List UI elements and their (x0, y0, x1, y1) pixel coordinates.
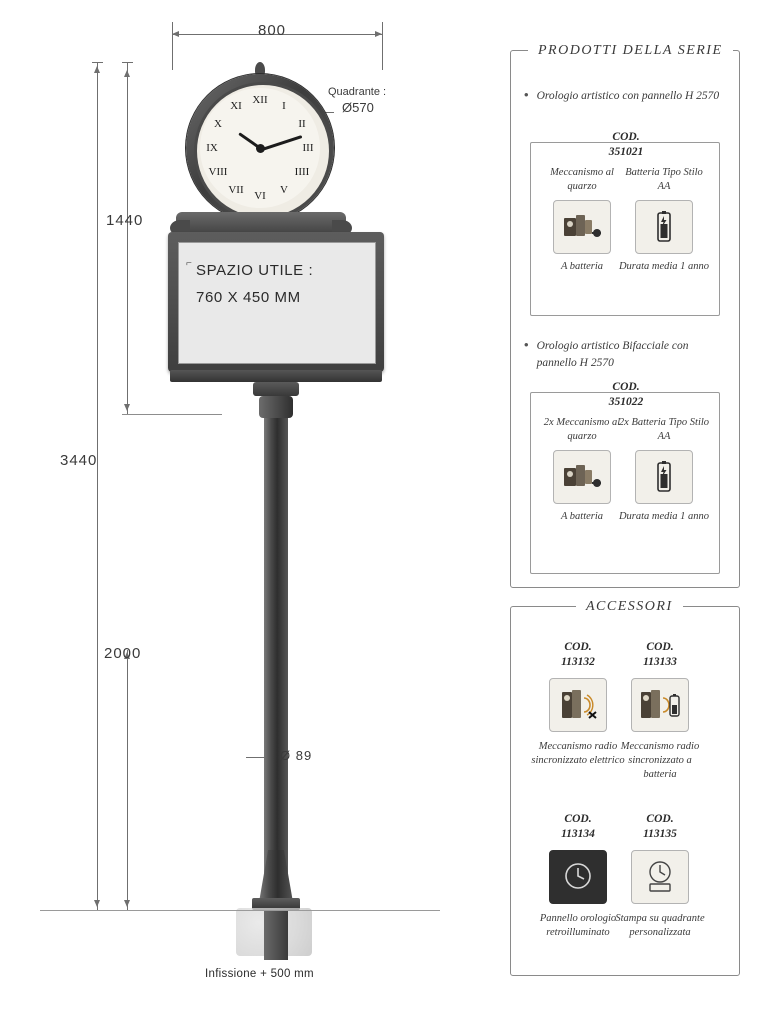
custom-dial-print-icon (631, 850, 689, 904)
dim-height-3440: 3440 (60, 452, 98, 469)
accessory-1-caption: Meccanismo radio sincronizzato elettrico (531, 740, 625, 767)
clock-dial (200, 88, 320, 208)
product-1-cell-battery (618, 166, 710, 275)
dim-arrow-left (172, 31, 179, 37)
dim-arrow-pole-down (124, 900, 130, 907)
backlit-panel-glyph (558, 859, 598, 895)
product-2-battery-label: 2x Batteria Tipo Stilo AA (618, 417, 710, 443)
backlit-panel-icon (549, 850, 607, 904)
numeral-5: V (280, 184, 288, 196)
accessory-2-cod-label: COD. (646, 641, 674, 653)
dim-height-2000: 2000 (104, 645, 142, 662)
dim-leader-mid (122, 414, 222, 415)
products-panel-title: PRODOTTI DELLA SERIE (528, 43, 733, 59)
numeral-12: XII (252, 94, 268, 106)
product-1-movement-power: A batteria (560, 261, 604, 273)
radio-movement-electric-icon (549, 678, 607, 732)
dim-height-1440: 1440 (106, 212, 144, 229)
numeral-1: I (282, 100, 286, 112)
dim-width-800: 800 (258, 22, 287, 39)
hand-center-cap (256, 144, 265, 153)
product-2-description: Orologio artistico Bifacciale con pannello H 2570 (536, 340, 689, 369)
battery-icon (635, 200, 693, 254)
numeral-4: IIII (294, 166, 310, 178)
product-1-movement-label: Meccanismo al quarzo (550, 167, 614, 193)
panel-corner-marker: ⌐ (186, 258, 192, 269)
product-1-battery-life: Durata media 1 anno (618, 261, 710, 273)
accessory-3-caption: Pannello orologio retroilluminato (539, 912, 617, 939)
panel-base-moulding (170, 370, 382, 382)
product-2-movement-power: A batteria (560, 511, 604, 523)
accessories-panel-title: ACCESSORI (576, 599, 683, 615)
product-1-battery-label: Batteria Tipo Stilo AA (625, 167, 703, 193)
dim-arrow-upper-down (124, 404, 130, 411)
accessory-2-cod (612, 640, 708, 670)
dim-line-upper (127, 62, 128, 414)
ground-line (40, 910, 440, 911)
dim-line-pole (127, 650, 128, 910)
accessory-3-cod-label: COD. (564, 813, 592, 825)
accessory-2-cod-value: 113133 (643, 655, 677, 668)
clock-head (186, 62, 336, 227)
dial-note-value: Ø570 (342, 100, 374, 115)
minute-hand (260, 135, 303, 151)
numeral-3: III (302, 142, 314, 154)
battery-icon (635, 450, 693, 504)
numeral-9: IX (206, 142, 218, 154)
dim-arrow-upper-up (124, 70, 130, 77)
numeral-2: II (298, 118, 306, 130)
radio-movement-battery-glyph (637, 688, 683, 722)
numeral-10: X (214, 118, 222, 130)
dim-arrow-right (375, 31, 382, 37)
numeral-8: VIII (208, 166, 228, 178)
battery-glyph (654, 210, 674, 244)
dim-pole-diameter: Ø 89 (280, 748, 313, 763)
pole-shaft (264, 418, 288, 908)
pole-diameter-leader (246, 757, 266, 758)
accessory-4-cod (612, 812, 708, 842)
custom-dial-print-glyph (640, 858, 680, 896)
accessory-item-4 (612, 812, 708, 940)
accessory-2-caption: Meccanismo radio sincronizzato a batteria (620, 740, 700, 781)
dim-tick-top2 (122, 62, 133, 63)
product-2-cell-battery (618, 416, 710, 525)
accessory-4-cod-value: 113135 (643, 827, 677, 840)
battery-glyph (654, 460, 674, 494)
dial-note-label: Quadrante : (328, 86, 387, 98)
accessory-item-2 (612, 640, 708, 782)
dim-extension-left (172, 22, 173, 70)
quartz-movement-icon (553, 200, 611, 254)
product-item-2 (524, 338, 720, 371)
product-2-movement-label: 2x Meccanismo al quarzo (543, 417, 621, 443)
accessory-1-cod-label: COD. (564, 641, 592, 653)
usable-space-annotation (196, 262, 396, 306)
numeral-11: XI (230, 100, 242, 112)
buried-pole-section (264, 910, 288, 960)
product-item-1 (524, 88, 720, 105)
quartz-movement-glyph (561, 212, 603, 242)
product-2-battery-life: Durata media 1 anno (618, 511, 710, 523)
accessory-4-cod-label: COD. (646, 813, 674, 825)
accessory-1-cod-value: 113132 (561, 655, 595, 668)
pole-collar-lower (259, 396, 293, 418)
numeral-7: VII (228, 184, 244, 196)
product-1-cod-value: 351021 (608, 145, 644, 158)
product-2-cell-movement (536, 416, 628, 525)
accessory-3-cod-value: 113134 (561, 827, 595, 840)
product-2-cod-label: COD. (612, 381, 640, 393)
accessory-4-caption: Stampa su quadrante personalizzata (615, 912, 705, 939)
dim-extension-right (382, 22, 383, 70)
product-1-description: Orologio artistico con pannello H 2570 (536, 90, 720, 102)
dim-line-total (97, 62, 98, 910)
foundation-note: Infissione + 500 mm (205, 968, 314, 980)
dim-tick-top (92, 62, 103, 63)
usable-space-label: SPAZIO UTILE : (196, 262, 314, 279)
quartz-movement-icon (553, 450, 611, 504)
usable-space-value: 760 X 450 MM (196, 289, 301, 306)
bullet-icon-1: • (524, 87, 529, 102)
pole-collar-upper (253, 382, 299, 396)
dim-arrow-total-down (94, 900, 100, 907)
radio-movement-electric-glyph (556, 688, 600, 722)
bullet-icon-2: • (524, 337, 529, 352)
quartz-movement-glyph (561, 462, 603, 492)
radio-movement-battery-icon (631, 678, 689, 732)
product-1-cell-movement (536, 166, 628, 275)
numeral-6: VI (254, 190, 266, 202)
product-1-cod-label: COD. (612, 131, 640, 143)
product-2-cod-value: 351022 (608, 395, 644, 408)
dim-arrow-total-up (94, 66, 100, 73)
